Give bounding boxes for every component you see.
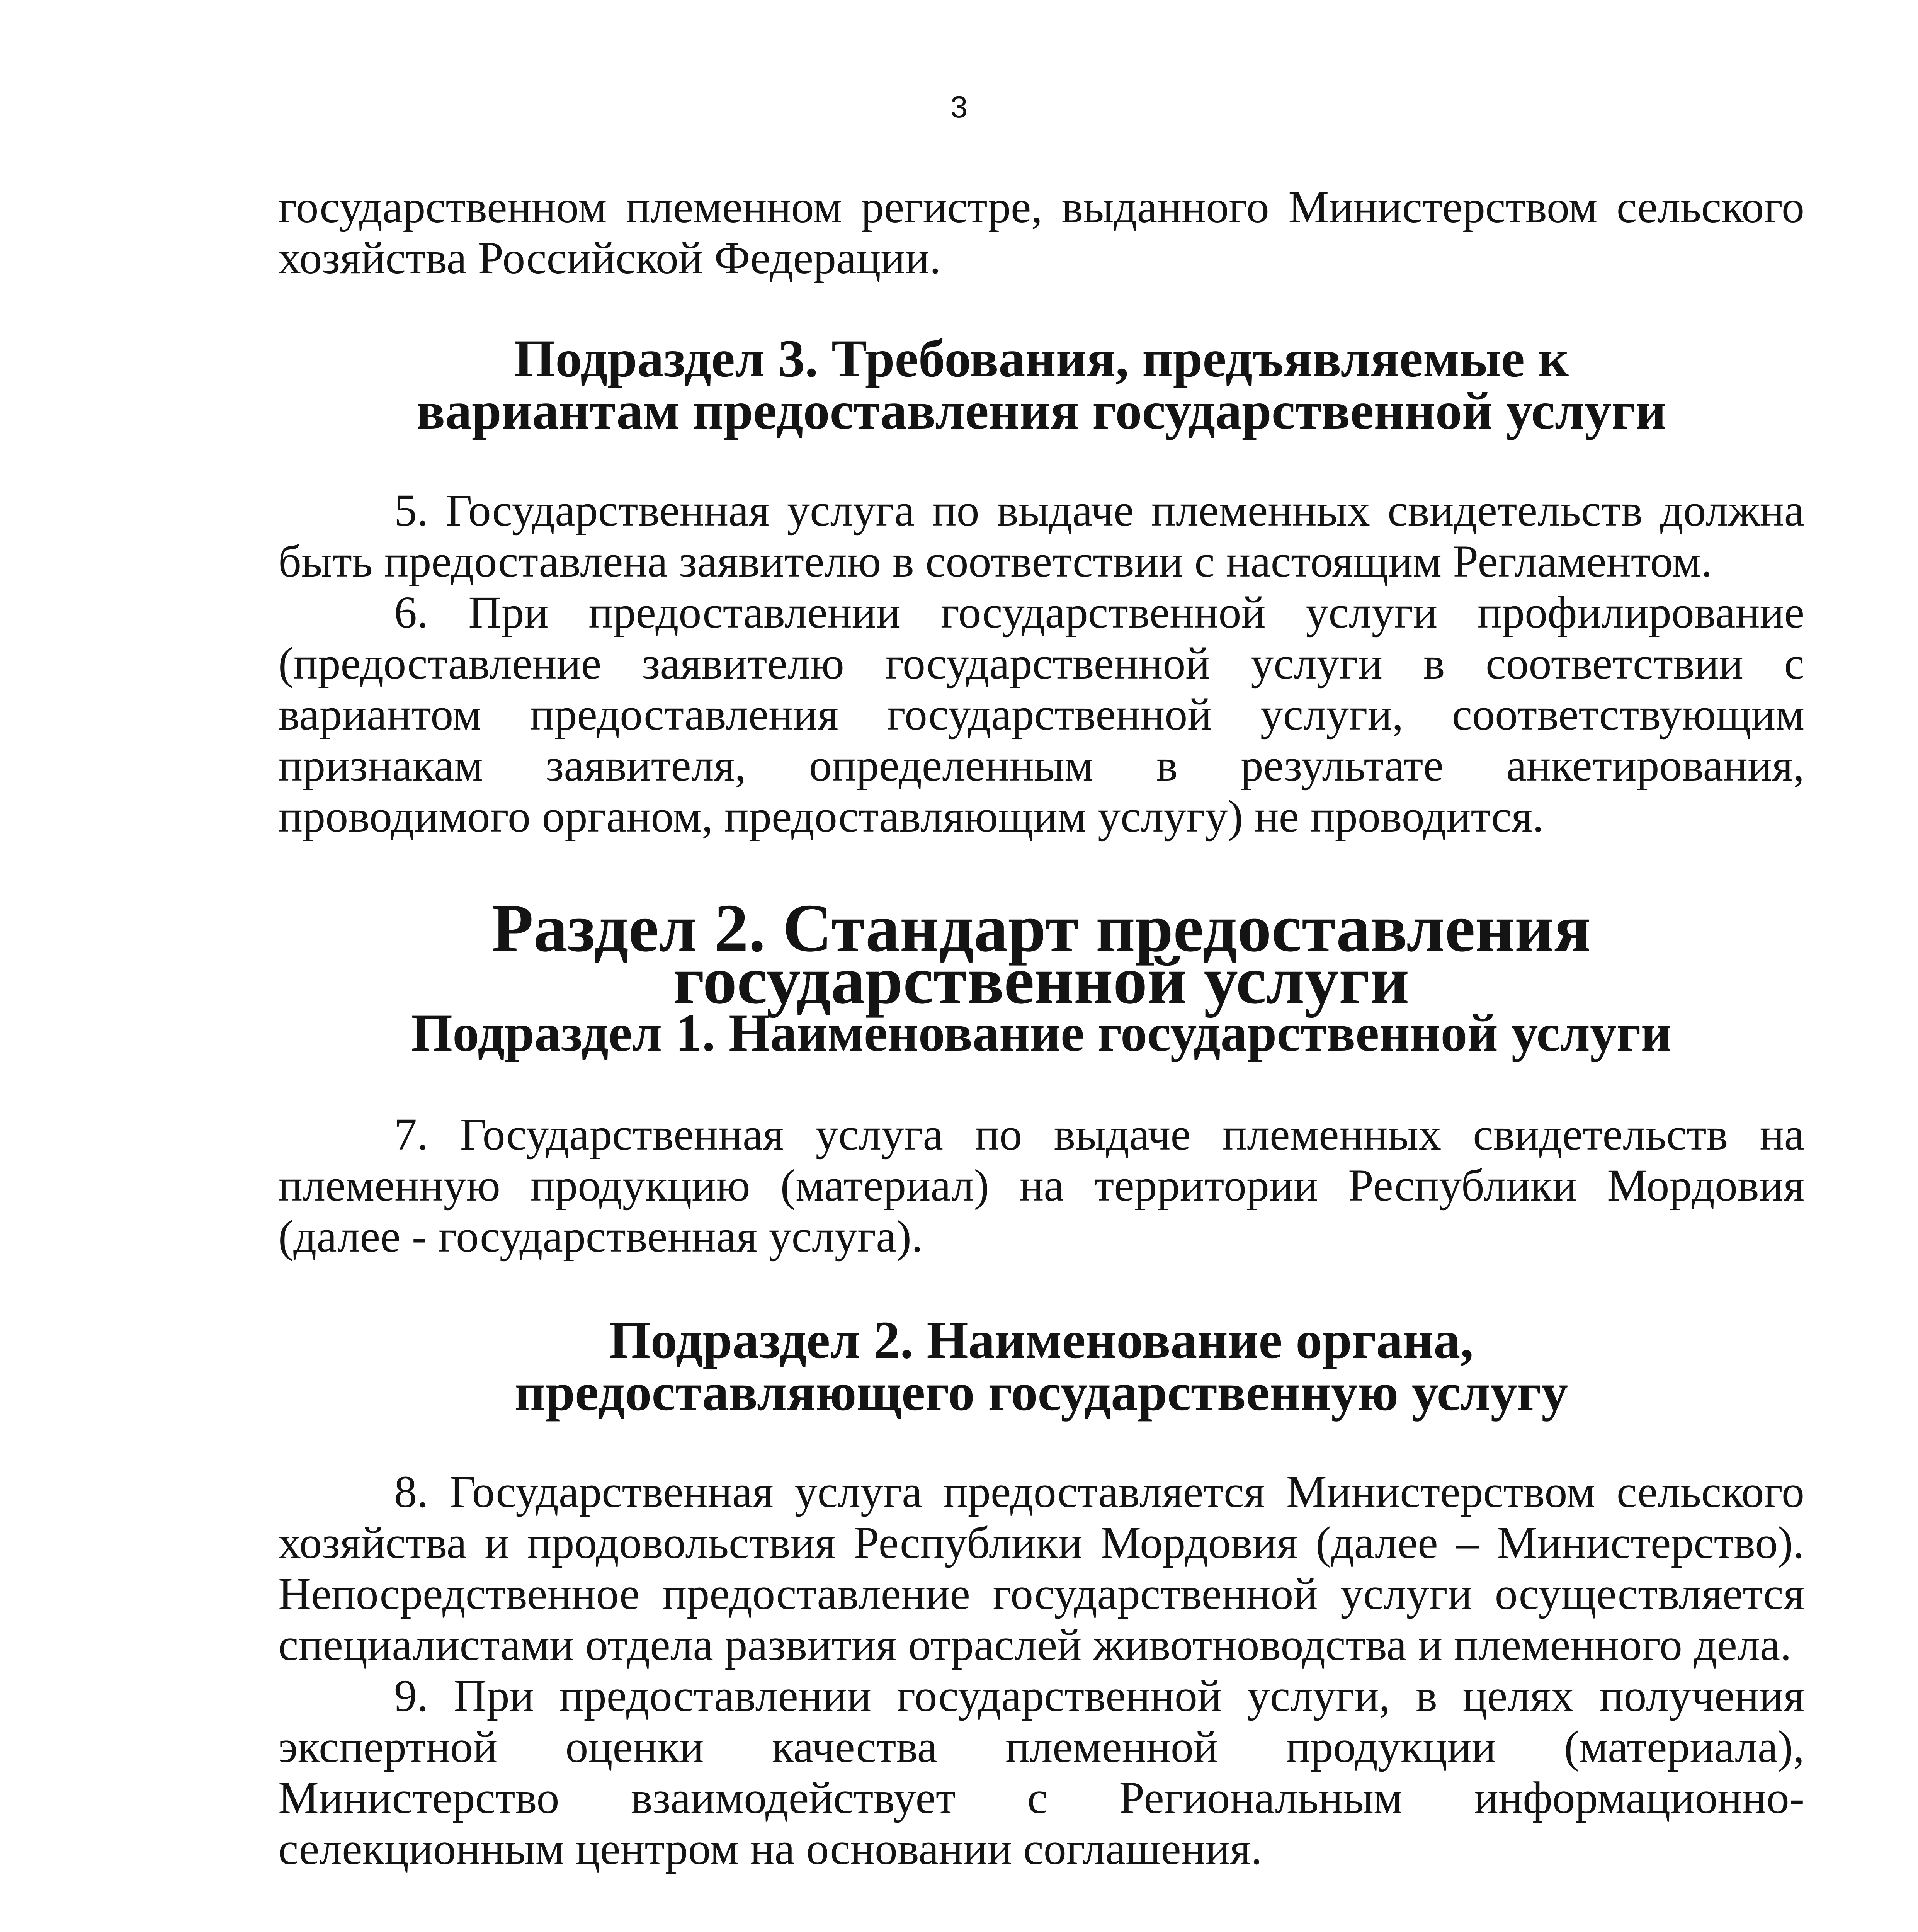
subsection-2-authority-heading-block (278, 1310, 1804, 1422)
subsection-2-authority-heading: Подраздел 2. Наименование органа, предоставляющего государственную услугу (514, 1310, 1568, 1422)
paragraph-9: 9. При предоставлении государственной услуги, в целях получения экспертной оценки качества племенной продукции (материала), Министерство взаимодействует с Региональным информационно-селекционным центром на основании соглашения. (278, 1670, 1804, 1874)
continuation-paragraph-block (278, 182, 1804, 284)
subsection-3-requirements-heading: Подраздел 3. Требования, предъявляемые к вариантам предоставления государственной услуги (416, 329, 1666, 440)
section-2-heading: Раздел 2. Стандарт предоставления государственной услуги (491, 890, 1591, 1018)
page-number: 3 (950, 90, 968, 124)
paragraphs-8-9-block (278, 1466, 1804, 1874)
continuation-paragraph: государственном племенном регистре, выданного Министерством сельского хозяйства Российской Федерации. (278, 182, 1804, 283)
section-2-heading-block (278, 890, 1804, 1018)
paragraph-5: 5. Государственная услуга по выдаче племенных свидетельств должна быть предоставлена заявителю в соответствии с настоящим Регламентом. (278, 485, 1804, 587)
paragraph-6: 6. При предоставлении государственной услуги профилирование (предоставление заявителю государственной услуги в соответствии с вариантом предоставления государственной услуги, соответствующим признакам заявителя, определенным в результате анкетирования, проводимого органом, предоставляющим услугу) не проводится. (278, 587, 1804, 842)
paragraph-8: 8. Государственная услуга предоставляется Министерством сельского хозяйства и продовольствия Республики Мордовия (далее – Министерство). Непосредственное предоставление государственной услуги осуществляется специалистами отдела развития отраслей животноводства и племенного дела. (278, 1466, 1804, 1670)
paragraph-7: 7. Государственная услуга по выдаче племенных свидетельств на племенную продукцию (материал) на территории Республики Мордовия (далее - государственная услуга). (278, 1109, 1804, 1262)
subsection-1-name-heading: Подраздел 1. Наименование государственной услуги (411, 1003, 1672, 1062)
paragraphs-5-6-block (278, 485, 1804, 842)
paragraph-7-block (278, 1109, 1804, 1262)
subsection-1-name-heading-block (278, 1003, 1804, 1062)
subsection-3-requirements-heading-block (278, 329, 1804, 440)
